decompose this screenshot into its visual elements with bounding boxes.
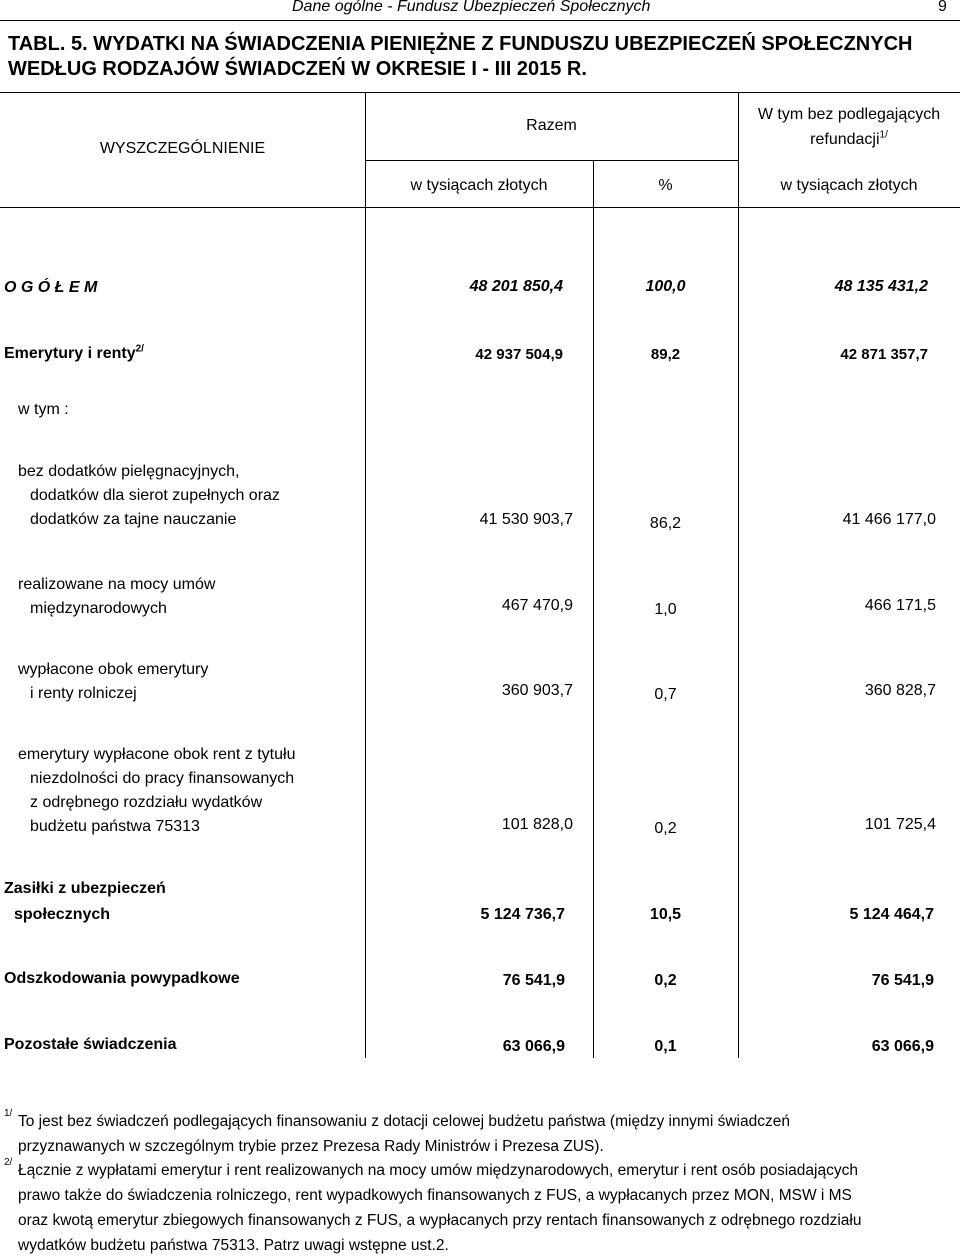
header-wyszczegolnienie: WYSZCZEGÓLNIENIE (99, 140, 266, 157)
header-rule (0, 20, 960, 21)
row-label-ogolem: O G Ó Ł E M (4, 279, 98, 296)
footnote-2-line2: prawo także do świadczenia rolniczego, rent wypadkowych finansowanych z FUS, a wypłacanych przez MON, MSW i MS (18, 1187, 852, 1204)
row-pct-ogolem: 100,0 (645, 278, 686, 295)
row-refund-zasilki: 5 124 464,7 (849, 906, 934, 923)
footnote-1-line1: To jest bez świadczeń podlegających finansowaniu z dotacji celowej budżetu państwa (między innymi świadczeń (18, 1113, 790, 1130)
footnote-2-mark: 2/ (4, 1157, 13, 1168)
row-label-umowy-2: międzynarodowych (30, 600, 167, 617)
row-pct-emerytury: 89,2 (650, 346, 681, 363)
razem-underline (365, 160, 738, 161)
row-pct-zbiegowe: 0,2 (654, 820, 677, 837)
row-pct-rolnicze: 0,7 (654, 686, 677, 703)
row-label-zbiegowe-1: emerytury wypłacone obok rent z tytułu (18, 746, 296, 763)
row-label-zasilki-2: społecznych (14, 906, 111, 923)
row-label-bez-dodatkow-2: dodatków dla sierot zupełnych oraz (30, 487, 280, 504)
footnote-2-line3: oraz kwotą emerytur zbiegowych finansowanych z FUS, a wypłacanych przy rentach finansowanych z odrębnego rozdziału (18, 1212, 862, 1229)
row-total-ogolem: 48 201 850,4 (469, 278, 563, 295)
unit-thousands-refund: w tysiącach złotych (780, 177, 918, 194)
row-total-emerytury: 42 937 504,9 (475, 346, 563, 363)
row-refund-bez-dodatkow: 41 466 177,0 (842, 511, 936, 528)
row-label-zbiegowe-3: z odrębnego rozdziału wydatków (30, 794, 263, 811)
unit-percent: % (658, 177, 673, 194)
row-pct-odszkodowania: 0,2 (654, 972, 677, 989)
row-total-zasilki: 5 124 736,7 (480, 906, 565, 923)
table-title-line2: WEDŁUG RODZAJÓW ŚWIADCZEŃ W OKRESIE I - III 2015 R. (8, 58, 587, 80)
row-label-zbiegowe-2: niezdolności do pracy finansowanych (30, 770, 295, 787)
page-number: 9 (938, 0, 947, 15)
row-label-rolnicze-1: wypłacone obok emerytury (18, 661, 209, 678)
running-header: Dane ogólne - Fundusz Ubezpieczeń Społecznych (292, 0, 651, 15)
header-refund-line2: refundacji$^{1/}$ (810, 129, 888, 148)
row-refund-ogolem: 48 135 431,2 (834, 278, 928, 295)
row-total-zbiegowe: 101 828,0 (501, 816, 573, 833)
row-label-umowy-1: realizowane na mocy umów (18, 576, 216, 593)
row-label-emerytury: Emerytury i renty$^{2/}$ (4, 343, 144, 362)
row-label-bez-dodatkow-1: bez dodatków pielęgnacyjnych, (18, 463, 240, 480)
row-refund-umowy: 466 171,5 (864, 597, 936, 614)
row-refund-rolnicze: 360 828,7 (864, 682, 936, 699)
row-pct-zasilki: 10,5 (649, 906, 682, 923)
table-top-rule (0, 92, 960, 93)
row-label-pozostale: Pozostałe świadczenia (4, 1036, 177, 1053)
header-razem: Razem (526, 117, 577, 134)
row-refund-zbiegowe: 101 725,4 (864, 816, 936, 833)
row-pct-umowy: 1,0 (654, 601, 677, 618)
row-label-w-tym: w tym : (18, 401, 69, 418)
row-refund-pozostale: 63 066,9 (871, 1038, 934, 1055)
row-pct-pozostale: 0,1 (654, 1038, 677, 1055)
footnote-1-mark: 1/ (4, 1108, 13, 1119)
row-label-bez-dodatkow-3: dodatków za tajne nauczanie (30, 511, 237, 528)
row-total-rolnicze: 360 903,7 (501, 682, 573, 699)
footnote-2-line1: Łącznie z wypłatami emerytur i rent realizowanych na mocy umów międzynarodowych, emerytur i rent osób posiadających (18, 1162, 858, 1179)
table-title-line1: TABL. 5. WYDATKI NA ŚWIADCZENIA PIENIĘŻNE Z FUNDUSZU UBEZPIECZEŃ SPOŁECZNYCH (8, 33, 913, 55)
footnote-2-line4: wydatków budżetu państwa 75313. Patrz uwagi wstępne ust.2. (18, 1237, 449, 1254)
row-label-odszkodowania: Odszkodowania powypadkowe (4, 970, 240, 987)
footnote-1-line2: przyznawanych w szczególnym trybie przez Prezesa Rady Ministrów i Prezesa ZUS). (18, 1138, 604, 1155)
row-pct-bez-dodatkow: 86,2 (649, 515, 682, 532)
row-label-zasilki-1: Zasiłki z ubezpieczeń (4, 880, 166, 897)
row-total-bez-dodatkow: 41 530 903,7 (479, 511, 573, 528)
unit-thousands-total: w tysiącach złotych (410, 177, 548, 194)
row-refund-odszkodowania: 76 541,9 (871, 972, 934, 989)
row-label-zbiegowe-4: budżetu państwa 75313 (30, 818, 200, 835)
row-total-odszkodowania: 76 541,9 (502, 972, 565, 989)
header-refund-line1: W tym bez podlegających (757, 106, 941, 123)
row-refund-emerytury: 42 871 357,7 (840, 346, 928, 363)
row-label-rolnicze-2: i renty rolniczej (30, 685, 137, 702)
row-total-umowy: 467 470,9 (501, 597, 573, 614)
row-total-pozostale: 63 066,9 (502, 1038, 565, 1055)
header-bottom-rule (0, 207, 960, 208)
